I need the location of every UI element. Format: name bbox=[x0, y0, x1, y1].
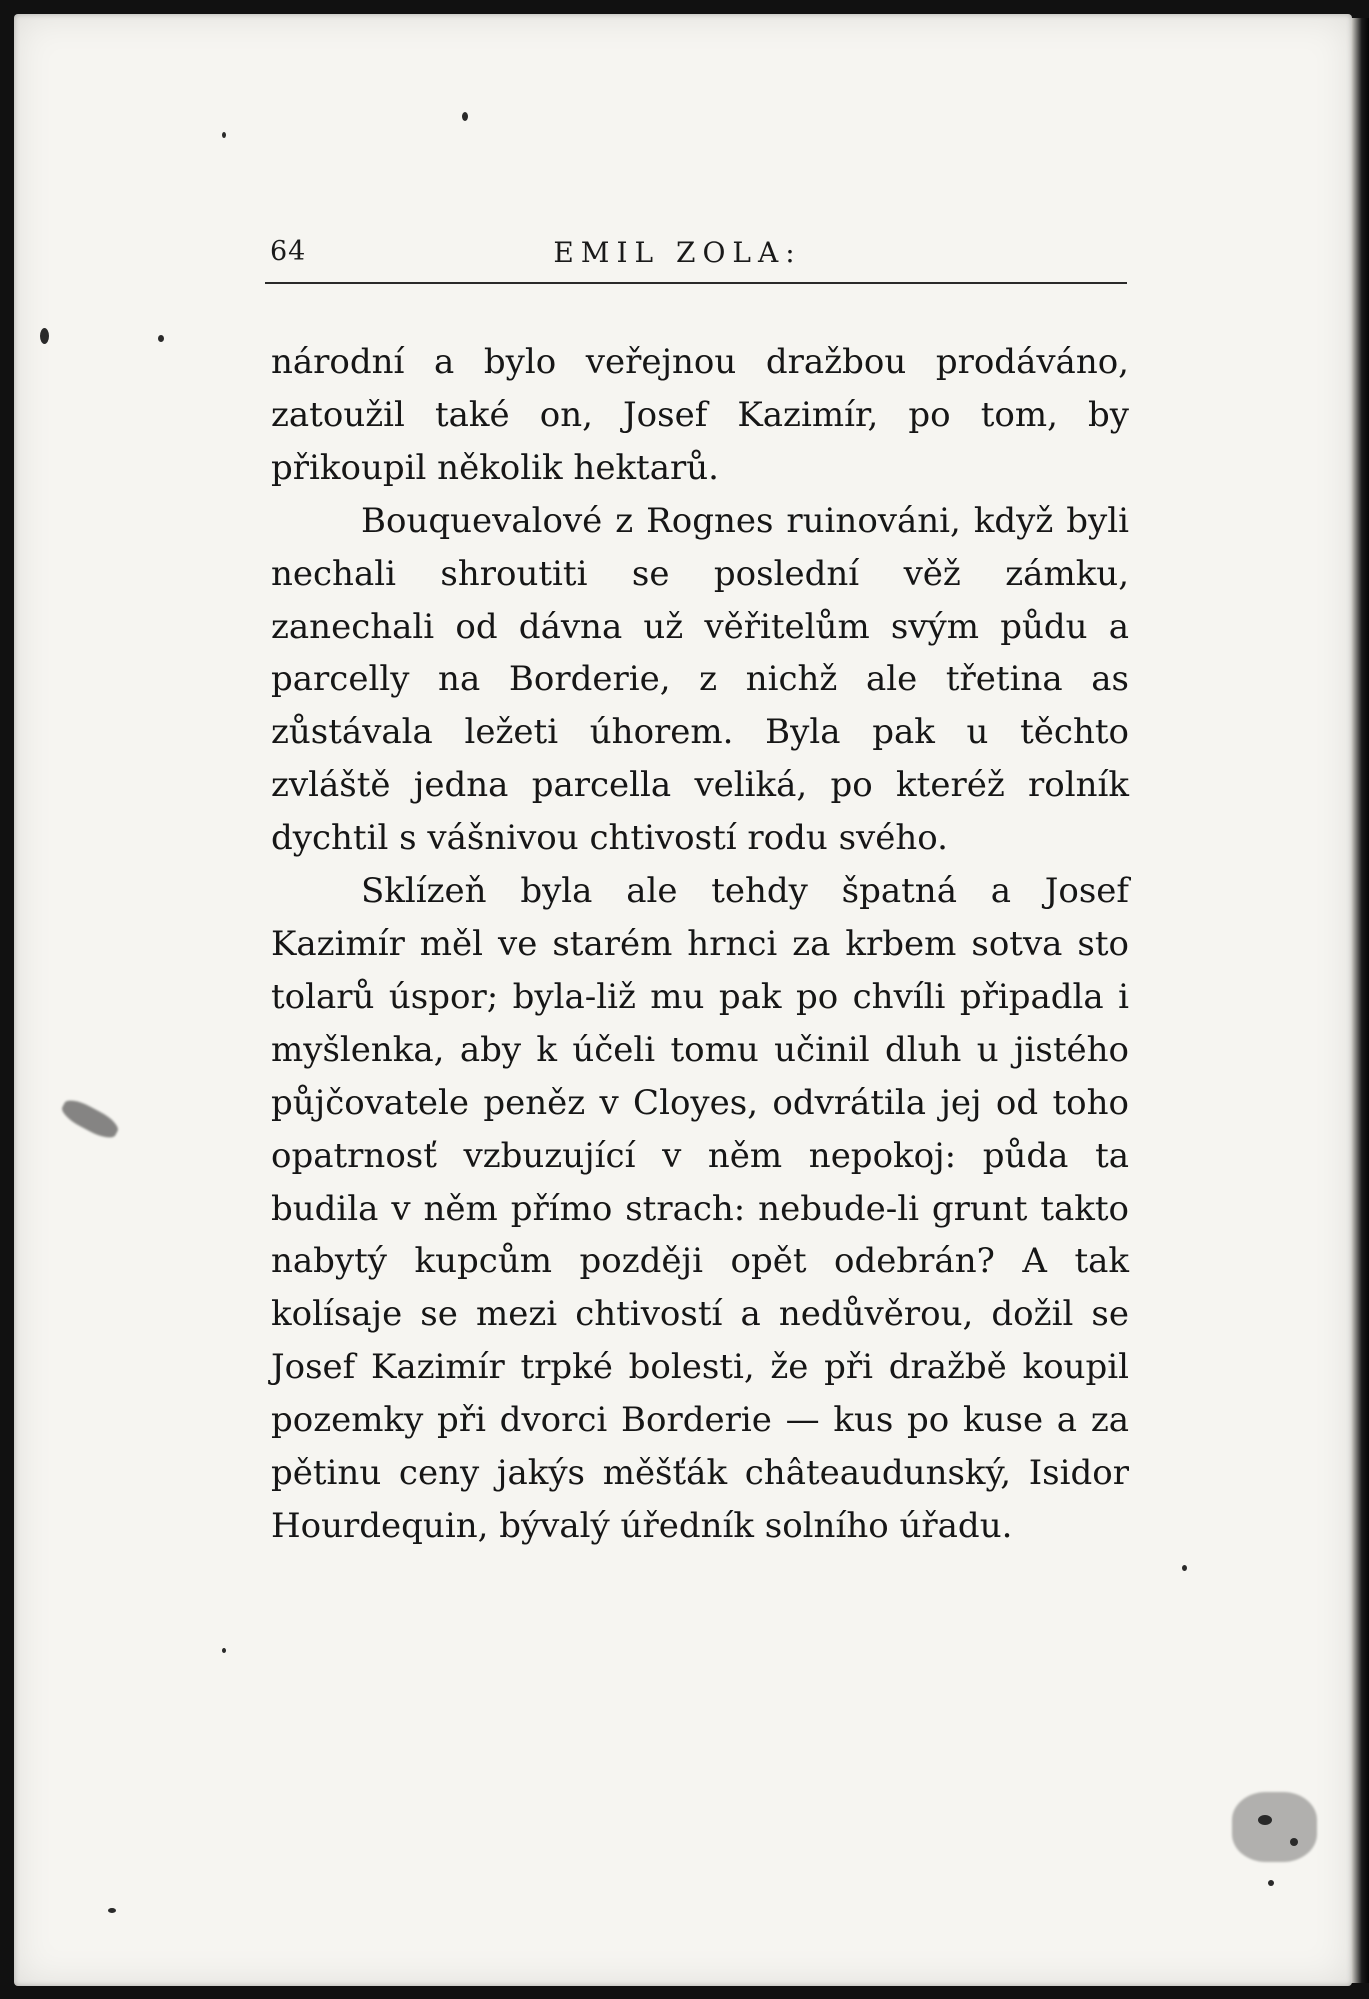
paragraph: Bouquevalové z Rognes ruinováni, když byli nechali shroutiti se poslední věž zámku, zanechali od dávna už věřitelům svým půdu a parcelly na Borderie, z nichž ale třetina as zůstávala ležeti úhorem. Byla pak u těchto zvláště jedna parcella veliká, po kteréž rolník dychtil s vášnivou chtivostí rodu svého. bbox=[271, 500, 1129, 859]
page-number: 64 bbox=[270, 236, 307, 267]
paragraph: Sklízeň byla ale tehdy špatná a Josef Kazimír měl ve starém hrnci za krbem sotva sto tolarů úspor; byla-liž mu pak po chvíli připadla i myšlenka, aby k účeli tomu učinil dluh u jistého půjčovatele peněz v Cloyes, odvrátila jej od toho opatrnosť vzbuzující v něm nepokoj: půda ta budila v něm přímo strach: nebude-li grunt takto nabytý kupcům později opět odebrán? A tak kolísaje se mezi chtivostí a nedůvěrou, dožil se Josef Kazimír trpké bolesti, že při dražbě koupil pozemky při dvorci Borderie — kus po kuse a za pětinu ceny jakýs měšťák châteaudunský, Isidor Hourdequin, bývalý úředník solního úřadu. bbox=[271, 871, 1129, 1546]
scan-speck bbox=[462, 112, 468, 121]
page-edge-shadow bbox=[1351, 18, 1369, 1983]
body-text bbox=[271, 336, 1129, 1553]
scan-speck bbox=[1258, 1815, 1272, 1825]
scan-speck bbox=[108, 1908, 116, 1913]
scan-speck bbox=[40, 328, 49, 344]
scan-speck bbox=[158, 335, 164, 342]
running-title: EMIL ZOLA: bbox=[553, 236, 802, 269]
scan-smudge bbox=[1232, 1792, 1317, 1862]
header-rule bbox=[265, 282, 1127, 284]
running-head bbox=[270, 222, 1130, 282]
paragraph: národní a bylo veřejnou dražbou prodáváno, zatoužil také on, Josef Kazimír, po tom, by přikoupil několik hektarů. bbox=[271, 342, 1129, 488]
scan-speck bbox=[1182, 1565, 1187, 1571]
scan-speck bbox=[222, 132, 226, 138]
scan-speck bbox=[1290, 1838, 1298, 1846]
scan-speck bbox=[222, 1648, 226, 1653]
scan-speck bbox=[1268, 1880, 1274, 1886]
